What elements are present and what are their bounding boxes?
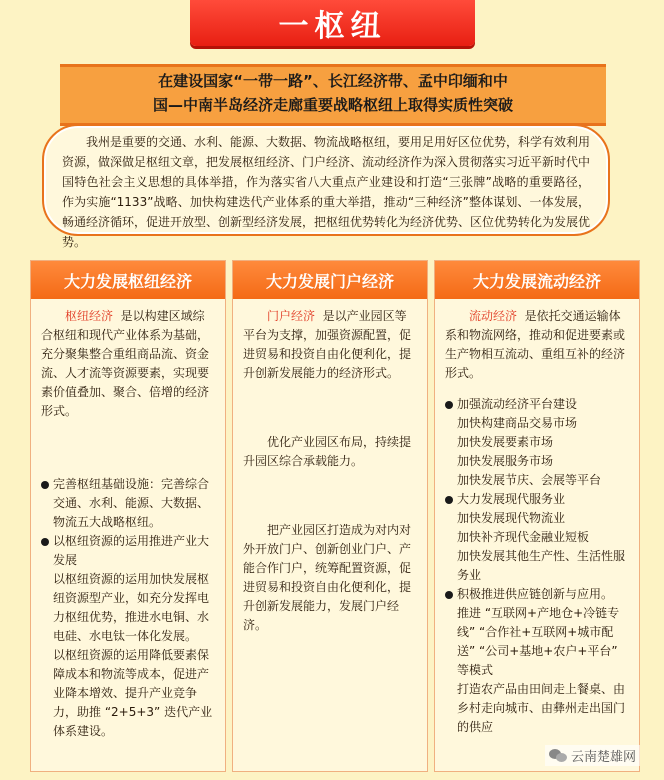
flow-definition: 流动经济 是依托交通运输体系和物流网络，推动和促进要素或生产物相互流动、重组互补的经济形式。 bbox=[445, 309, 626, 380]
hub-key-term: 枢纽经济 bbox=[65, 309, 114, 323]
flow-bullet-2: 大力发展现代服务业 bbox=[445, 490, 629, 509]
headline-line-2: 国—中南半岛经济走廊重要战略枢纽上取得实质性突破 bbox=[152, 96, 513, 114]
watermark-text: 云南楚雄网 bbox=[570, 750, 636, 765]
bullet-icon bbox=[445, 496, 453, 504]
flow-b1-item: 加快发展要素市场 bbox=[457, 435, 554, 449]
page-title: 一枢纽 bbox=[278, 9, 387, 44]
flow-b3-paragraph-1: 推进 “互联网+产地仓+冷链专线” “合作社+互联网+城市配送” “公司+基地+农户+平台” 等模式 bbox=[457, 606, 620, 677]
gateway-paragraph-2: 把产业园区打造成为对内对外开放门户、创新创业门户、产能合作门户，统筹配置资源，促进贸易和投资自由化便利化，提升创新发展能力，发展门户经济。 bbox=[243, 523, 412, 632]
headline-line-1: 在建设国家“一带一路”、长江经济带、孟中印缅和中 bbox=[158, 72, 508, 90]
bullet-icon bbox=[445, 591, 453, 599]
flow-b2-item: 加快发展现代物流业 bbox=[457, 511, 566, 525]
hub-bullet-2: 以枢纽资源的运用推进产业大发展 bbox=[41, 532, 215, 570]
hub-sub-paragraph-2: 以枢纽资源的运用降低要素保障成本和物流等成本，促进产业降本增效、提升产业竞争力，助推 “2+5+3” 迭代产业体系建设。 bbox=[53, 648, 213, 738]
flow-bullet-3: 积极推进供应链创新与应用。 bbox=[445, 585, 629, 604]
gateway-economy-heading: 大力发展门户经济 bbox=[233, 261, 427, 299]
hub-economy-heading: 大力发展枢纽经济 bbox=[31, 261, 225, 299]
flow-key-term: 流动经济 bbox=[469, 309, 518, 323]
gateway-paragraph-1: 优化产业园区布局，持续提升园区综合承载能力。 bbox=[243, 435, 412, 468]
intro-paragraph: 我州是重要的交通、水利、能源、大数据、物流战略枢纽，要用足用好区位优势，科学有效利用资源，做深做足枢纽文章，把发展枢纽经济、门户经济、流动经济作为深入贯彻落实习近平新时代中国特色社会主义思想的具体举措，作为落实省八大重点产业建设和打造“三张牌”战略的重要路径，作为实施“1133”战略、加快构建迭代产业体系的重大举措，推动“三种经济”整体谋划、一体发展，畅通经济循环，促进开放型、创新型经济发展，把枢纽优势转化为经济优势、区位优势转化为发展优势。 bbox=[42, 124, 610, 236]
flow-b1-item: 加快发展节庆、会展等平台 bbox=[457, 473, 602, 487]
flow-bullet-1: 加强流动经济平台建设 bbox=[445, 395, 629, 414]
flow-b1-item: 加快构建商品交易市场 bbox=[457, 416, 578, 430]
flow-b3-paragraph-2: 打造农产品由田间走上餐桌、由乡村走向城市、由彝州走出国门的供应 bbox=[457, 682, 626, 734]
hub-economy-column bbox=[30, 260, 226, 772]
wechat-icon bbox=[549, 749, 567, 763]
bullet-icon bbox=[41, 538, 49, 546]
flow-economy-heading: 大力发展流动经济 bbox=[435, 261, 639, 299]
gateway-economy-column bbox=[232, 260, 428, 772]
hub-sub-paragraph-1: 以枢纽资源的运用加快发展枢纽资源型产业，如充分发挥电力枢纽优势，推进水电铜、水电硅、水电钛一体化发展。 bbox=[53, 572, 210, 643]
bullet-icon bbox=[445, 401, 453, 409]
hub-bullet-1: 完善枢纽基础设施：完善综合交通、水利、能源、大数据、物流五大战略枢纽。 bbox=[41, 475, 215, 532]
flow-b2-item: 加快发展其他生产性、生活性服务业 bbox=[457, 549, 626, 582]
gateway-key-term: 门户经济 bbox=[267, 309, 316, 323]
flow-b1-item: 加快发展服务市场 bbox=[457, 454, 554, 468]
bullet-icon bbox=[41, 481, 49, 489]
hub-definition: 枢纽经济 是以构建区域综合枢纽和现代产业体系为基础，充分聚集整合重组商品流、资金流、人才流等资源要素，实现要素价值叠加、聚合、倍增的经济形式。 bbox=[41, 309, 210, 418]
flow-economy-column bbox=[434, 260, 640, 772]
flow-b2-item: 加快补齐现代金融业短板 bbox=[457, 530, 590, 544]
watermark bbox=[545, 745, 640, 766]
title-banner bbox=[190, 0, 475, 46]
gateway-definition: 门户经济 是以产业园区等平台为支撑，加强资源配置，促进贸易和投资自由化便利化，提升创新发展能力的经济形式。 bbox=[243, 309, 412, 380]
headline-box bbox=[60, 64, 606, 126]
